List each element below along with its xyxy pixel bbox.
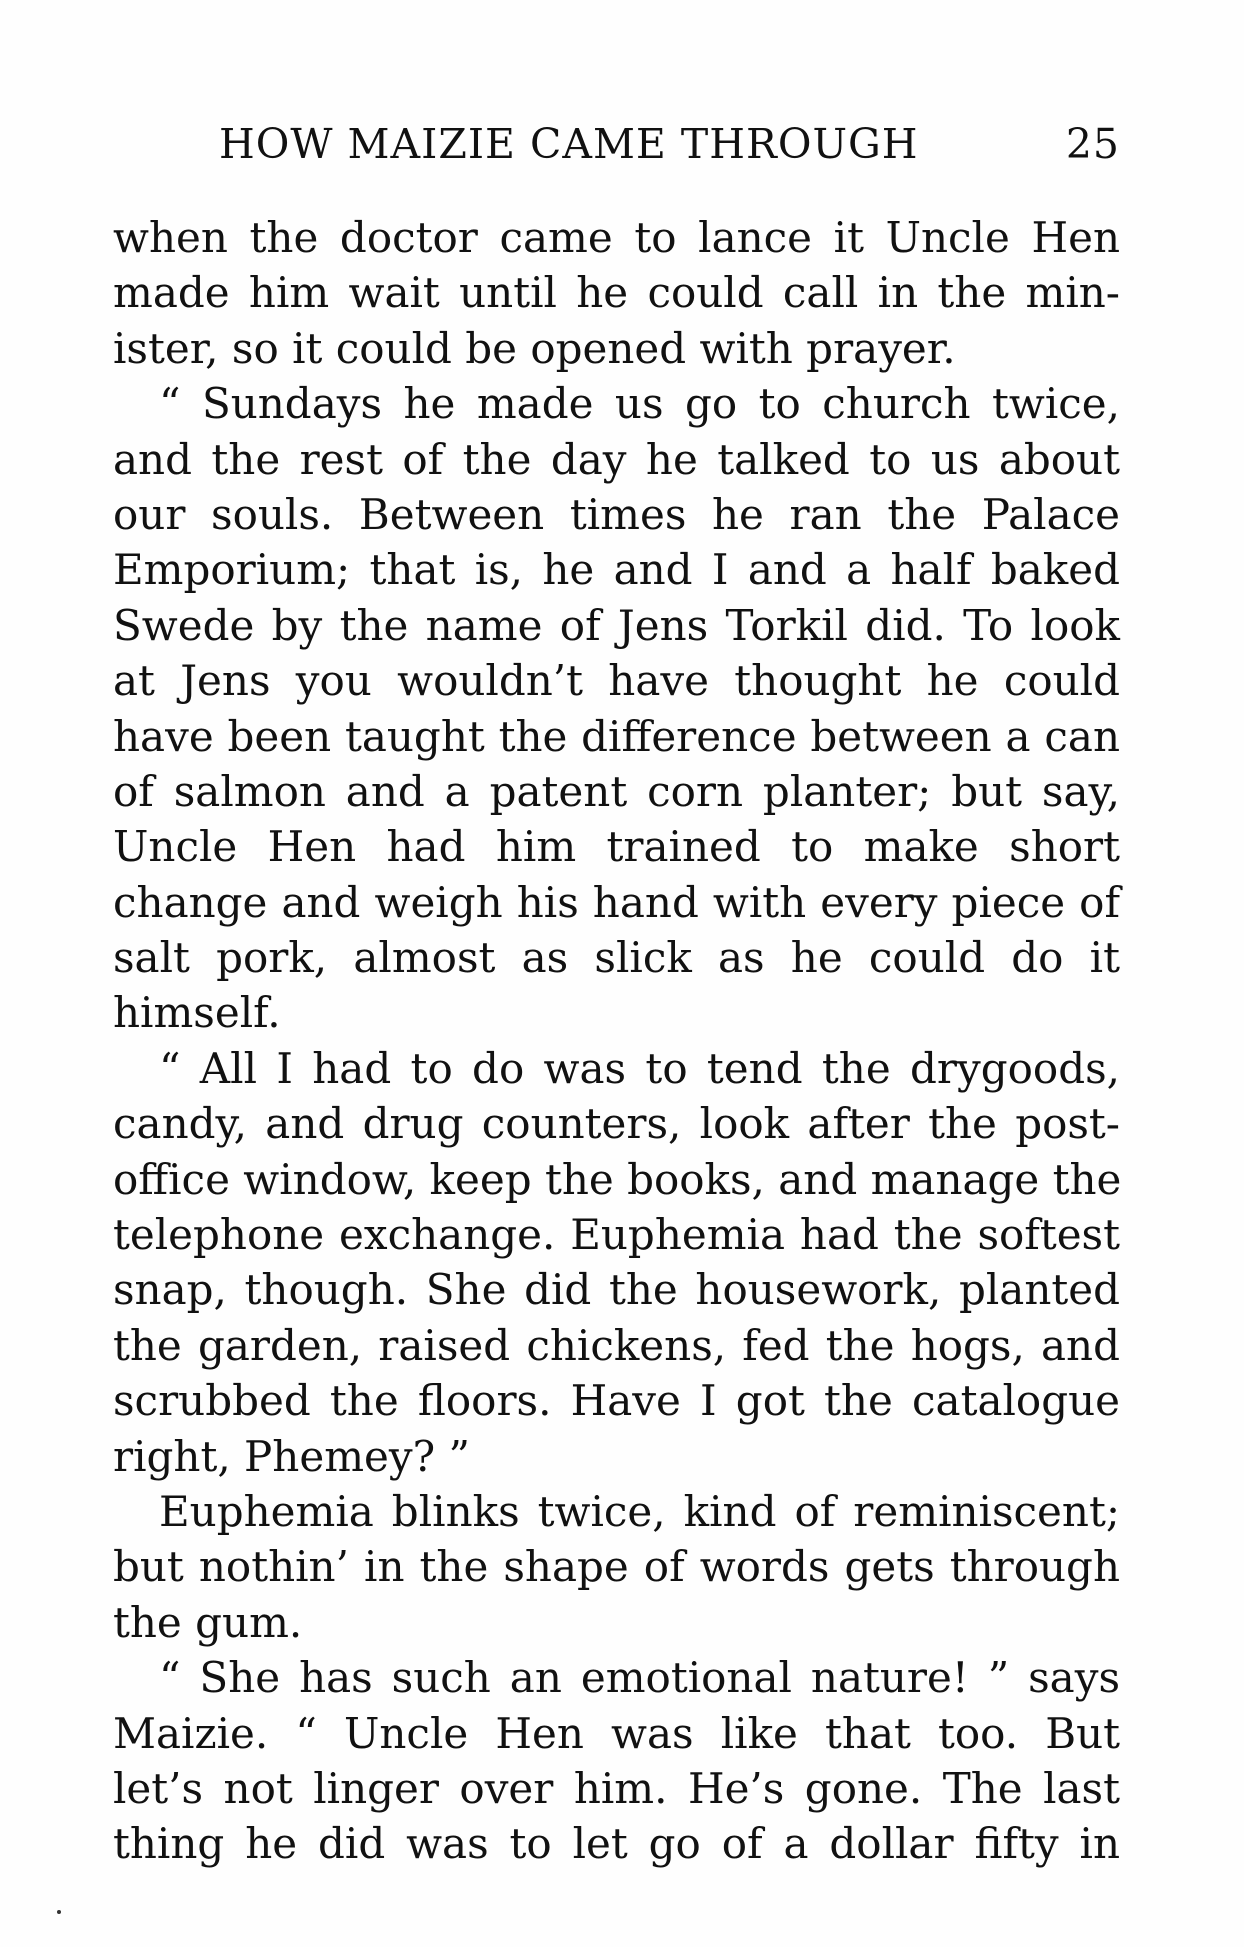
page-number: 25 bbox=[1065, 120, 1120, 168]
text-line: scrubbed the floors. Have I got the catalogue bbox=[113, 1376, 1120, 1426]
text-line: “ Sundays he made us go to church twice, bbox=[159, 379, 1120, 429]
text-line: made him wait until he could call in the min- bbox=[113, 268, 1120, 318]
text-line: and the rest of the day he talked to us about bbox=[113, 434, 1120, 484]
print-speck bbox=[57, 1910, 61, 1914]
text-line: at Jens you wouldn’t have thought he could bbox=[113, 656, 1120, 706]
text-line: let’s not linger over him. He’s gone. The last bbox=[113, 1763, 1120, 1813]
text-line: of salmon and a patent corn planter; but say, bbox=[113, 766, 1120, 816]
text-line: himself. bbox=[113, 988, 281, 1038]
text-line: right, Phemey? ” bbox=[113, 1431, 470, 1481]
text-line: “ All I had to do was to tend the drygoods, bbox=[159, 1043, 1120, 1093]
text-line: but nothin’ in the shape of words gets through bbox=[113, 1542, 1120, 1592]
text-line: snap, though. She did the housework, planted bbox=[113, 1265, 1120, 1315]
text-line: change and weigh his hand with every piece of bbox=[113, 877, 1120, 927]
text-line: our souls. Between times he ran the Palace bbox=[113, 489, 1120, 539]
text-line: the garden, raised chickens, fed the hogs, and bbox=[113, 1320, 1120, 1370]
text-line: office window, keep the books, and manage the bbox=[113, 1154, 1122, 1204]
text-line: ister, so it could be opened with prayer. bbox=[113, 323, 956, 373]
text-line: Swede by the name of Jens Torkil did. To look bbox=[113, 600, 1120, 650]
text-line: Euphemia blinks twice, kind of reminiscent; bbox=[159, 1486, 1120, 1536]
text-line: the gum. bbox=[113, 1597, 303, 1647]
text-line: Maizie. “ Uncle Hen was like that too. But bbox=[113, 1708, 1120, 1758]
text-line: when the doctor came to lance it Uncle Hen bbox=[113, 213, 1120, 262]
text-line: “ She has such an emotional nature! ” says bbox=[159, 1653, 1120, 1703]
text-line: have been taught the difference between a can bbox=[113, 711, 1120, 761]
text-line: candy, and drug counters, look after the post- bbox=[113, 1099, 1120, 1149]
text-line: thing he did was to let go of a dollar fifty in bbox=[113, 1819, 1120, 1869]
text-line: salt pork, almost as slick as he could do it bbox=[113, 933, 1120, 983]
text-line: Uncle Hen had him trained to make short bbox=[113, 822, 1120, 872]
body-text bbox=[113, 210, 1120, 1872]
running-title: HOW MAIZIE CAME THROUGH bbox=[219, 120, 919, 168]
text-line: telephone exchange. Euphemia had the softest bbox=[113, 1210, 1120, 1260]
text-line: Emporium; that is, he and I and a half baked bbox=[113, 545, 1120, 595]
